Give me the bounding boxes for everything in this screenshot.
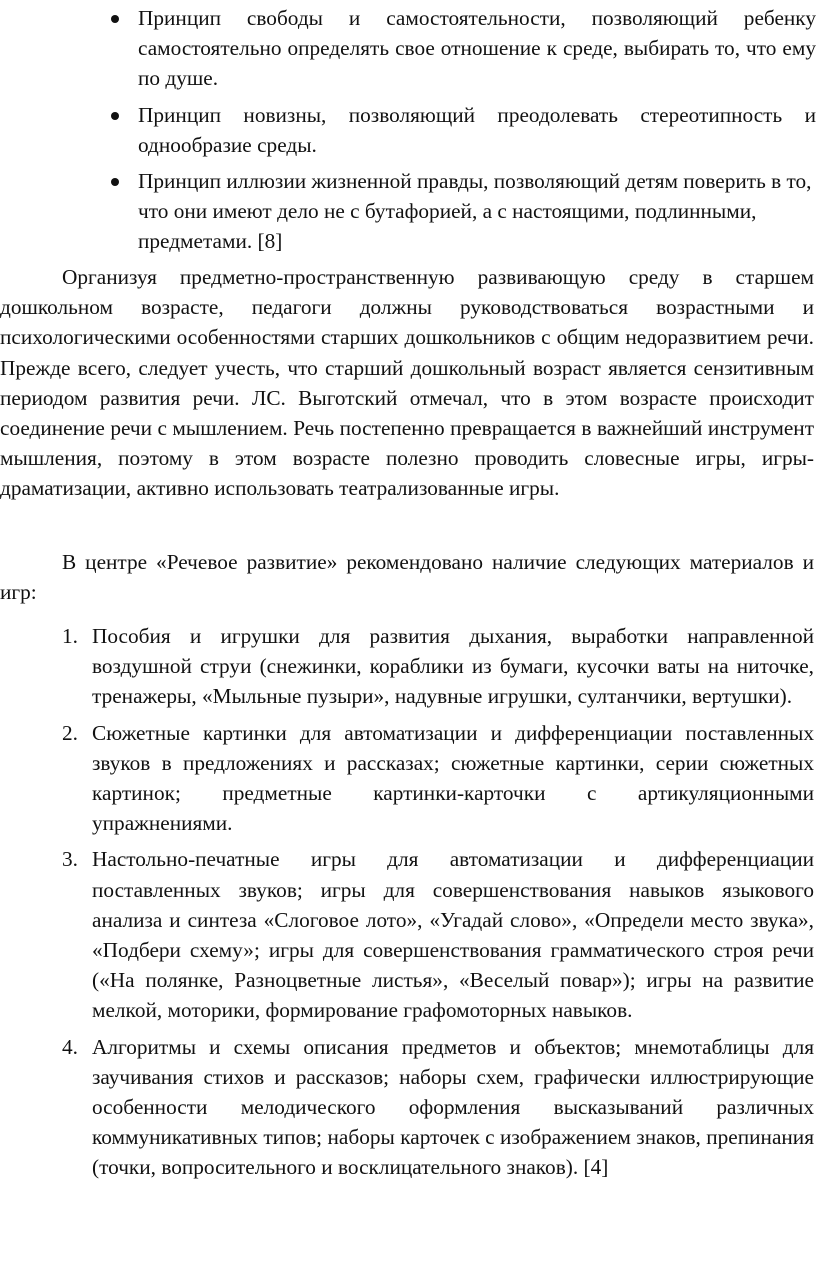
item-text: Настольно-печатные игры для автоматизации и дифференциации поставленных звуков; игры для совершенствования навыков языкового анализа и синтеза «Слоговое лото», «Угадай слово», «Определи место звука», «Подбери схему»; игры для совершенствования грамматического строя речи («На полянке, Разноцветные листья», «Веселый повар»); игры на развитие мелкой, моторики, формирование графомоторных навыков. [92, 847, 814, 1023]
numbered-item [62, 844, 814, 1025]
bullet-item [100, 100, 816, 160]
bullet-dot-icon [111, 178, 119, 186]
body-paragraph: В центре «Речевое развитие» рекомендовано наличие следующих материалов и игр: [0, 550, 814, 605]
bullet-text: Принцип иллюзии жизненной правды, позволяющий детям поверить в то, что они имеют дело не с бутафорией, а с настоящими, подлинными, предметами. [8] [138, 169, 812, 254]
numbered-item [62, 1032, 814, 1183]
bullet-dot-icon [111, 112, 119, 120]
numbered-list [62, 621, 814, 1189]
item-text: Пособия и игрушки для развития дыхания, выработки направленной воздушной струи (снежинки, кораблики из бумаги, кусочки ваты на ниточке, тренажеры, «Мыльные пузыри», надувные игрушки, султанчики, вертушки). [92, 624, 814, 709]
item-number: 4. [62, 1034, 78, 1059]
bullet-text: Принцип свободы и самостоятельности, позволяющий ребенку самостоятельно определять свое отношение к среде, выбирать то, что ему по душе. [138, 6, 816, 91]
item-text: Сюжетные картинки для автоматизации и дифференциации поставленных звуков в предложениях и рассказах; сюжетные картинки, серии сюжетных картинок; предметные картинки-карточки с артикуляционными упражнениями. [92, 720, 814, 836]
bullet-dot-icon [111, 15, 119, 23]
bullet-text: Принцип новизны, позволяющий преодолевать стереотипность и однообразие среды. [138, 102, 816, 157]
item-number: 2. [62, 720, 78, 745]
body-paragraph: Организуя предметно-пространственную развивающую среду в старшем дошкольном возрасте, педагоги должны руководствоваться возрастными и психологическими особенностями старших дошкольников с общим недоразвитием речи. Прежде всего, следует учесть, что старший дошкольный возраст является сензитивным периодом развития речи. ЛС. Выготский отмечал, что в этом возрасте происходит соединение речи с мышлением. Речь постепенно превращается в важнейший инструмент мышления, поэтому в этом возрасте полезно проводить словесные игры, игры-драматизации, активно использовать театрализованные игры. [0, 265, 814, 501]
item-number: 3. [62, 847, 78, 872]
bullet-item [100, 3, 816, 94]
bullet-item [100, 166, 816, 257]
bullet-list [100, 3, 816, 263]
numbered-item [62, 621, 814, 712]
item-text: Алгоритмы и схемы описания предметов и объектов; мнемотаблицы для заучивания стихов и рассказов; наборы схем, графически иллюстрирующие особенности мелодического оформления высказываний различных коммуникативных типов; наборы карточек с изображением знаков, препинания (точки, вопросительного и восклицательного знаков). [4] [92, 1034, 814, 1180]
item-number: 1. [62, 624, 78, 648]
numbered-item [62, 718, 814, 839]
